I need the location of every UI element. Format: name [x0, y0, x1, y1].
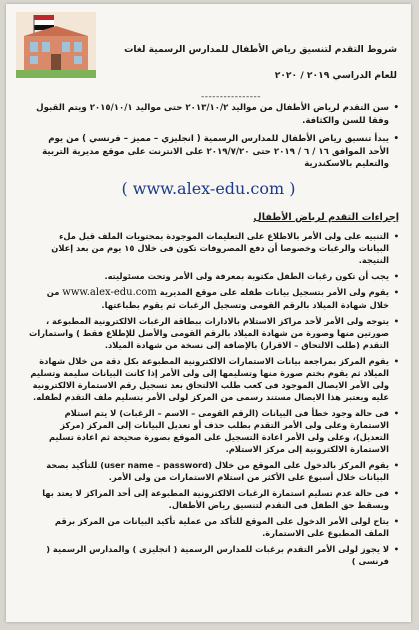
- website-link-inline[interactable]: www.alex-edu.com: [62, 287, 157, 298]
- list-item: • التنبيه على ولى الأمر بالاطلاع على التعليمات الموجودة بمحتويات الملف قبل ملء البيانات والرغبات وخصوصا أن دفع المصروفات تكون فى خلال ١٥ يوم من بعد إعلان النتيجة.: [28, 230, 399, 266]
- intro-item-dates: • يبدأ تنسيق رياض الأطفال للمدارس الرسمية ( انجليزي – مميز – فرنسي ) من يوم الأحد الموافق ١٦ / ٦ / ٢٠١٩ حتى ٢٠١٩/٧/٢٠ على الانترنت على موقع مديرية التربية والتعليم بالاسكندرية: [26, 133, 399, 171]
- list-item: • فى حالة عدم تسليم استمارة الرغبات الالكترونية المطبوعة إلى أحد المراكز لا يعتد بها ويسقط حق الطفل فى التقدم لتنسيق رياض الأطفال.: [28, 487, 399, 511]
- document-page: [6, 4, 411, 622]
- school-emblem-icon: [16, 12, 96, 78]
- section-title: إجراءات التقدم لرياض الأطفال: [253, 212, 399, 223]
- list-item: • يجب أن تكون رغبات الطفل مكتوبة بمعرفة ولى الأمر وتحت مسئوليته.: [28, 270, 399, 282]
- steps-list: [28, 230, 399, 571]
- list-item: • فى حالة وجود خطأ فى البيانات (الرقم القومى – الاسم – الرغبات) لا يتم استلام الاستمارة وعلى ولى الأمر التقدم بطلب حذف أو تعديل البيانات إلى المركز (مركز التعديل)، وعلى ولى الأمر اعادة التسجيل على الموقع بصورة صحيحة ثم اعادة تسليم الاستمارة الالكترونية إلى مركز الاستلام.: [28, 407, 399, 455]
- page-title: شروط التقدم لتنسيق رياض الأطفال للمدارس الرسمية لغات: [124, 44, 397, 55]
- list-item: • يقوم المركز بالدخول على الموقع من خلال (user name – password) للتأكيد بصحة البيانات خلال أسبوع على الأكثر من استلام الاستمارات من ولى الأمر.: [28, 459, 399, 483]
- intro-conditions: [26, 102, 399, 177]
- website-link[interactable]: ( www.alex-edu.com ): [121, 179, 296, 198]
- step-text: يقوم ولى الأمر بتسجيل بيانات طفله على موقع المديرية: [159, 287, 389, 297]
- school-year: للعام الدراسي ٢٠١٩ / ٢٠٢٠: [274, 70, 397, 81]
- list-item: • يتوجه ولى الأمر لأحد مراكز الاستلام بالادارات ببطاقة الرغبات الالكترونية المطبوعة ، صورتين منها وصورة من شهادة الميلاد بالرقم القومى والأصل للإطلاع فقط ) واستمارات التقدم (طلب الالتحاق – الاقرار) بالإضافة إلى نسخة من شهادة الميلاد.: [28, 315, 399, 351]
- step-text: من خلال شهادة الميلاد بالرقم القومى وتسجيل الرغبات ثم يقوم بطباعتها.: [46, 287, 389, 310]
- intro-item-age: • سن التقدم لرياض الأطفال من مواليد ٢٠١٣/١٠/٢ حتى مواليد ٢٠١٥/١٠/١ ويتم القبول وفقا للسن والكثافة.: [26, 102, 399, 127]
- separator-line: ----------------: [201, 92, 261, 102]
- list-item: • يقوم المركز بمراجعة بيانات الاستمارات الالكترونية المطبوعة بكل دقة من خلال شهادة الميلاد ثم يقوم بختم صورة منها وتسليمها إلى ولى الأمر إذا كانت البيانات سليمة وتسليم ولى الأمر الايصال الموجود فى كعب طلب الالتحاق بعد تسجيل رقم الاستمارة الالكترونية عليه ويعتبر هذا الايصال مستند رسمى من المركز لولى الأمر بتسليم ملف التقدم لطفله.: [28, 355, 399, 403]
- list-item: • لا يجوز لولى الأمر التقدم برغبات للمدارس الرسمية ( انجليزى ) والمدارس الرسمية ( فرنسى ): [28, 543, 399, 567]
- list-item: [28, 286, 399, 311]
- list-item: • يتاح لولى الأمر الدخول على الموقع للتأكد من عملية تأكيد البيانات من المركز برقم الملف المطبوع على الاستمارة.: [28, 515, 399, 539]
